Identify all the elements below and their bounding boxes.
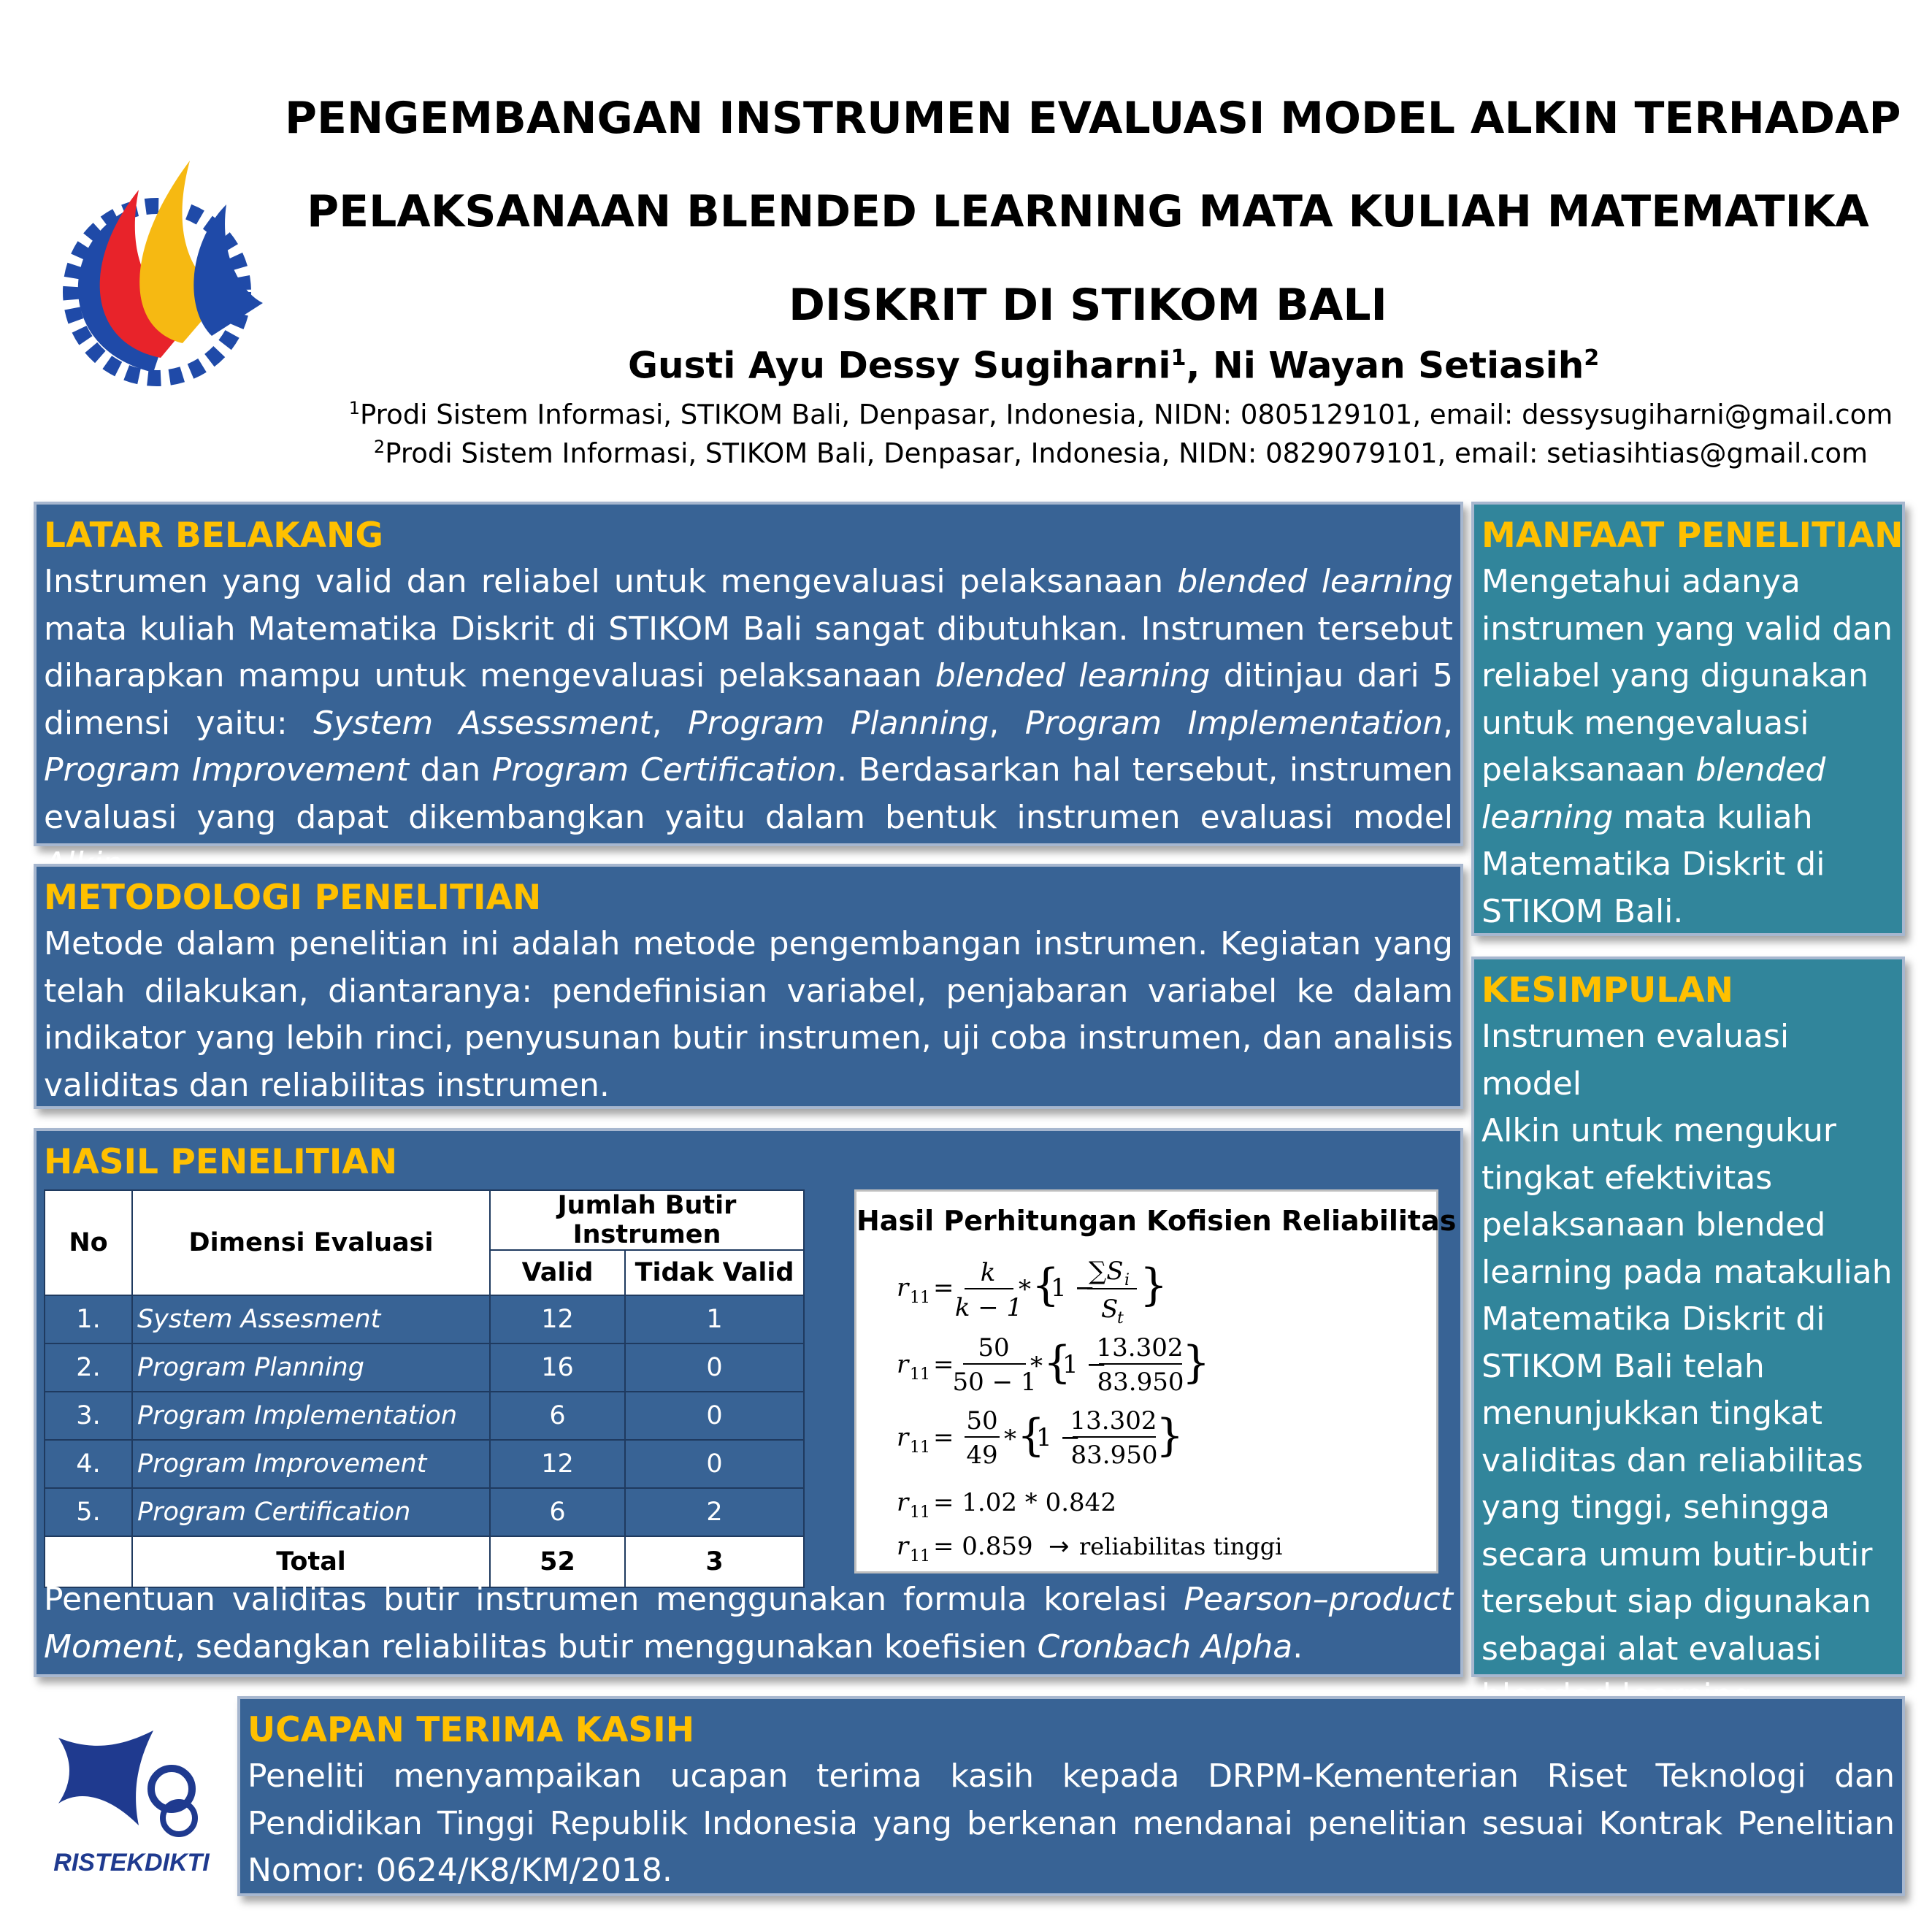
f2-brace-open: { bbox=[1043, 1337, 1072, 1388]
cell-valid: 12 bbox=[490, 1295, 625, 1343]
ucapan-text: Peneliti menyampaikan ucapan terima kasih kepada DRPM-Kementerian Riset Teknologi dan Pendidikan Tinggi Republik Indonesia yang berkenan mendanai penelitian sesuai Kontrak Penelitian Nomor: 0624/K8/KM/2018. bbox=[248, 1757, 1895, 1889]
f2-r: r bbox=[897, 1350, 909, 1379]
hasil-note-em-2: Cronbach Alpha bbox=[1037, 1628, 1293, 1665]
f1-r: r bbox=[897, 1273, 909, 1303]
results-table bbox=[44, 1189, 805, 1588]
reliability-formula-box bbox=[854, 1189, 1457, 1573]
manfaat-learning: learning bbox=[1481, 798, 1614, 836]
latar-em-2: blended learning bbox=[935, 657, 1211, 694]
f1-eq: = bbox=[933, 1273, 954, 1303]
title-line-1: PENGEMBANGAN INSTRUMEN EVALUASI MODEL ALKIN TERHADAP bbox=[285, 93, 1901, 144]
cell-no: 2. bbox=[45, 1343, 132, 1392]
cell-tidak-valid: 0 bbox=[625, 1343, 804, 1392]
f2-num2: 13.302 bbox=[1096, 1333, 1184, 1362]
formula-title: Hasil Perhitungan Kofisien Reliabilitas bbox=[856, 1205, 1457, 1237]
kesimpulan-line: sebagai alat evaluasi bbox=[1481, 1630, 1822, 1668]
table-row bbox=[45, 1295, 804, 1343]
f1-num: k bbox=[980, 1258, 996, 1287]
col-valid: Valid bbox=[490, 1250, 625, 1295]
kesimpulan-line: learning pada matakuliah bbox=[1481, 1253, 1893, 1291]
f3-brace-open: { bbox=[1017, 1410, 1046, 1461]
manfaat-line: STIKOM Bali. bbox=[1481, 892, 1684, 930]
manfaat-line: Matematika Diskrit di bbox=[1481, 846, 1825, 883]
cell-no: 1. bbox=[45, 1295, 132, 1343]
cell-no: 5. bbox=[45, 1488, 132, 1536]
title-line-2: PELAKSANAAN BLENDED LEARNING MATA KULIAH MATEMATIKA bbox=[307, 186, 1869, 237]
stikom-logo bbox=[44, 146, 277, 387]
manfaat-pelaksanaan: pelaksanaan bbox=[1481, 751, 1696, 789]
affiliation-1-sup: 1 bbox=[348, 398, 361, 418]
manfaat-blended: blended bbox=[1695, 751, 1826, 789]
cell-valid: 6 bbox=[490, 1392, 625, 1440]
f1-one-minus: 1 − bbox=[1051, 1273, 1095, 1303]
cell-total-label: Total bbox=[132, 1536, 490, 1587]
ristekdikti-logo bbox=[44, 1709, 219, 1884]
metodologi-text: Metode dalam penelitian ini adalah metode pengembangan instrumen. Kegiatan yang telah dilakukan, diantaranya: pendefinisian variabel, penjabaran variabel ke dalam indikator yang lebih rinci, penyusunan butir instrumen, uji coba instrumen, dan analisis validitas dan reliabilitas instrumen. bbox=[44, 925, 1453, 1104]
f3-one-minus: 1 − bbox=[1036, 1423, 1081, 1452]
cell-no: 3. bbox=[45, 1392, 132, 1440]
f1-sigma: ∑S bbox=[1089, 1257, 1124, 1286]
hasil-note-2: , sedangkan reliabilitas butir menggunakan koefisien bbox=[175, 1628, 1038, 1665]
author-separator: , bbox=[1186, 344, 1213, 387]
f1-sub-i: i bbox=[1124, 1271, 1130, 1289]
kesimpulan-line: yang tinggi, sehingga bbox=[1481, 1489, 1831, 1526]
manfaat-mata: mata kuliah bbox=[1613, 798, 1813, 836]
f2-sub: 11 bbox=[910, 1365, 930, 1384]
ristekdikti-label: RISTEKDIKTI bbox=[53, 1849, 210, 1877]
cell-tidak-valid: 0 bbox=[625, 1440, 804, 1488]
ucapan-heading: UCAPAN TERIMA KASIH bbox=[248, 1710, 695, 1750]
latar-em-1: blended learning bbox=[1177, 563, 1453, 600]
cell-no: 4. bbox=[45, 1440, 132, 1488]
kesimpulan-line: menunjukkan tingkat bbox=[1481, 1395, 1822, 1432]
latar-em-pc: Program Certification bbox=[491, 751, 837, 789]
kesimpulan-line: tersebut siap digunakan bbox=[1481, 1583, 1871, 1620]
kesimpulan-line: validitas dan reliabilitas bbox=[1481, 1441, 1863, 1479]
f5-tail: reliabilitas tinggi bbox=[1079, 1533, 1283, 1560]
latar-em-pimp: Program Improvement bbox=[44, 751, 409, 789]
f3-den: 49 bbox=[966, 1441, 998, 1470]
f3-num2: 13.302 bbox=[1070, 1406, 1157, 1435]
f5-arrow: → bbox=[1049, 1532, 1070, 1561]
metodologi-heading: METODOLOGI PENELITIAN bbox=[44, 878, 542, 918]
table-row bbox=[45, 1392, 804, 1440]
cell-valid: 12 bbox=[490, 1440, 625, 1488]
cell-valid: 16 bbox=[490, 1343, 625, 1392]
latar-belakang-text bbox=[44, 559, 1453, 889]
f1-star: * bbox=[1019, 1275, 1031, 1304]
manfaat-line bbox=[1481, 794, 1895, 842]
kesimpulan-line: secara umum butir-butir bbox=[1481, 1536, 1873, 1573]
f3-den2: 83.950 bbox=[1070, 1441, 1158, 1470]
latar-em-pp: Program Planning bbox=[688, 704, 989, 742]
f2-one-minus: 1 − bbox=[1062, 1350, 1107, 1379]
affiliation-2-sup: 2 bbox=[373, 437, 386, 457]
cell-tidak-valid: 0 bbox=[625, 1392, 804, 1440]
kesimpulan-line: STIKOM Bali telah bbox=[1481, 1347, 1765, 1385]
manfaat-line: reliabel yang digunakan bbox=[1481, 657, 1868, 694]
affiliation-1-text: Prodi Sistem Informasi, STIKOM Bali, Denpasar, Indonesia, NIDN: 0805129101, email: dessysugiharni@gmail.com bbox=[360, 399, 1893, 431]
hasil-note-1: Penentuan validitas butir instrumen menggunakan formula korelasi bbox=[44, 1581, 1184, 1618]
manfaat-line bbox=[1481, 747, 1895, 794]
cell-valid: 6 bbox=[490, 1488, 625, 1536]
metodologi-panel bbox=[34, 864, 1463, 1109]
table-row bbox=[45, 1488, 804, 1536]
title-line-3: DISKRIT DI STIKOM BALI bbox=[789, 280, 1387, 331]
formula-svg bbox=[856, 1192, 1457, 1571]
col-no: No bbox=[45, 1190, 132, 1295]
f1-den: k − 1 bbox=[954, 1293, 1023, 1322]
manfaat-line: untuk mengevaluasi bbox=[1481, 704, 1809, 742]
table-row bbox=[45, 1440, 804, 1488]
kesimpulan-text bbox=[1481, 1013, 1895, 1720]
f1-brace-close: } bbox=[1140, 1260, 1168, 1311]
latar-dan: dan bbox=[408, 751, 492, 789]
f3-r: r bbox=[897, 1423, 909, 1452]
f4-sub: 11 bbox=[910, 1503, 930, 1522]
f4-r: r bbox=[897, 1488, 909, 1517]
cell-dimensi: Program Planning bbox=[132, 1343, 490, 1392]
latar-text-4: . Berdasarkan hal tersebut, instrumen evaluasi yang dapat dikembangkan yaitu dalam bentuk instrumen evaluasi model bbox=[44, 751, 1453, 836]
f2-num: 50 bbox=[978, 1333, 1010, 1362]
affiliation-2-text: Prodi Sistem Informasi, STIKOM Bali, Denpasar, Indonesia, NIDN: 0829079101, email: setiasihtias@gmail.com bbox=[385, 437, 1868, 469]
latar-comma-1: , bbox=[651, 704, 689, 742]
f2-star: * bbox=[1030, 1352, 1043, 1381]
col-jumlah-butir: Jumlah Butir Instrumen bbox=[490, 1190, 804, 1250]
hasil-heading: HASIL PENELITIAN bbox=[44, 1142, 398, 1182]
manfaat-panel bbox=[1471, 502, 1905, 936]
f3-eq: = bbox=[933, 1423, 954, 1452]
kesimpulan-line: Alkin untuk mengukur bbox=[1481, 1112, 1837, 1149]
f5-sub: 11 bbox=[910, 1547, 930, 1565]
latar-text-2: mata kuliah Matematika Diskrit di STIKOM Bali sangat dibutuhkan. Instrumen tersebut diharapkan mampu untuk mengevaluasi pelaksanaan bbox=[44, 610, 1453, 694]
table-header-row bbox=[45, 1190, 804, 1250]
f1-st: S bbox=[1101, 1295, 1119, 1324]
f5-r: r bbox=[897, 1532, 909, 1561]
author-1-sup: 1 bbox=[1170, 345, 1187, 371]
latar-comma-3: , bbox=[1442, 704, 1453, 742]
col-dimensi: Dimensi Evaluasi bbox=[132, 1190, 490, 1295]
latar-em-sa: System Assessment bbox=[313, 704, 652, 742]
cell-total-tidak: 3 bbox=[625, 1536, 804, 1587]
latar-text-3: ditinjau dari 5 dimensi yaitu: bbox=[44, 657, 1453, 742]
authors bbox=[628, 333, 1600, 391]
cell-dimensi: Program Certification bbox=[132, 1488, 490, 1536]
latar-em-pimpl: Program Implementation bbox=[1024, 704, 1443, 742]
manfaat-line: Mengetahui adanya bbox=[1481, 563, 1801, 600]
f3-brace-close: } bbox=[1156, 1410, 1184, 1461]
poster-title bbox=[285, 72, 1901, 352]
f2-den2: 83.950 bbox=[1097, 1368, 1184, 1397]
author-1: Gusti Ayu Dessy Sugiharni bbox=[628, 344, 1171, 387]
f3-num: 50 bbox=[966, 1406, 998, 1435]
col-tidak-valid: Tidak Valid bbox=[625, 1250, 804, 1295]
f3-star: * bbox=[1004, 1425, 1016, 1454]
latar-belakang-panel bbox=[34, 502, 1463, 846]
cell-dimensi: Program Implementation bbox=[132, 1392, 490, 1440]
author-2-sup: 2 bbox=[1584, 345, 1600, 371]
hasil-panel bbox=[34, 1128, 1463, 1677]
cell-dimensi: Program Improvement bbox=[132, 1440, 490, 1488]
kesimpulan-line: Instrumen evaluasi model bbox=[1481, 1018, 1790, 1103]
ucapan-panel bbox=[237, 1696, 1905, 1896]
f1-sub-t: t bbox=[1117, 1309, 1124, 1327]
cell-dimensi: System Assesment bbox=[132, 1295, 490, 1343]
cell-tidak-valid: 2 bbox=[625, 1488, 804, 1536]
f2-den: 50 − 1 bbox=[952, 1368, 1037, 1397]
cell-tidak-valid: 1 bbox=[625, 1295, 804, 1343]
hasil-note-em-1: Pearson–product Moment bbox=[44, 1581, 1453, 1665]
f1-sub: 11 bbox=[910, 1289, 930, 1307]
cell-total-valid: 52 bbox=[490, 1536, 625, 1587]
latar-comma-2: , bbox=[989, 704, 1025, 742]
kesimpulan-line: tingkat efektivitas bbox=[1481, 1159, 1773, 1197]
f1-brace-open: { bbox=[1032, 1260, 1060, 1311]
affiliation-2 bbox=[307, 426, 1932, 474]
latar-text-1: Instrumen yang valid dan reliabel untuk mengevaluasi pelaksanaan bbox=[44, 563, 1178, 600]
kesimpulan-heading: KESIMPULAN bbox=[1481, 970, 1733, 1011]
f5-text: = 0.859 bbox=[933, 1532, 1033, 1561]
hasil-note bbox=[44, 1576, 1453, 1671]
author-2: Ni Wayan Setiasih bbox=[1212, 344, 1584, 387]
kesimpulan-line: Matematika Diskrit di bbox=[1481, 1300, 1825, 1338]
f3-sub: 11 bbox=[910, 1438, 930, 1457]
latar-belakang-heading: LATAR BELAKANG bbox=[44, 515, 383, 556]
manfaat-text bbox=[1481, 559, 1895, 935]
kesimpulan-line: pelaksanaan blended bbox=[1481, 1206, 1826, 1243]
table-row bbox=[45, 1343, 804, 1392]
hasil-note-3: . bbox=[1292, 1628, 1303, 1665]
manfaat-line: instrumen yang valid dan bbox=[1481, 610, 1893, 648]
f2-eq: = bbox=[933, 1350, 954, 1379]
f2-brace-close: } bbox=[1182, 1337, 1211, 1388]
kesimpulan-panel bbox=[1471, 957, 1905, 1677]
manfaat-heading: MANFAAT PENELITIAN bbox=[1481, 515, 1904, 556]
f4-text: = 1.02 * 0.842 bbox=[933, 1488, 1116, 1517]
